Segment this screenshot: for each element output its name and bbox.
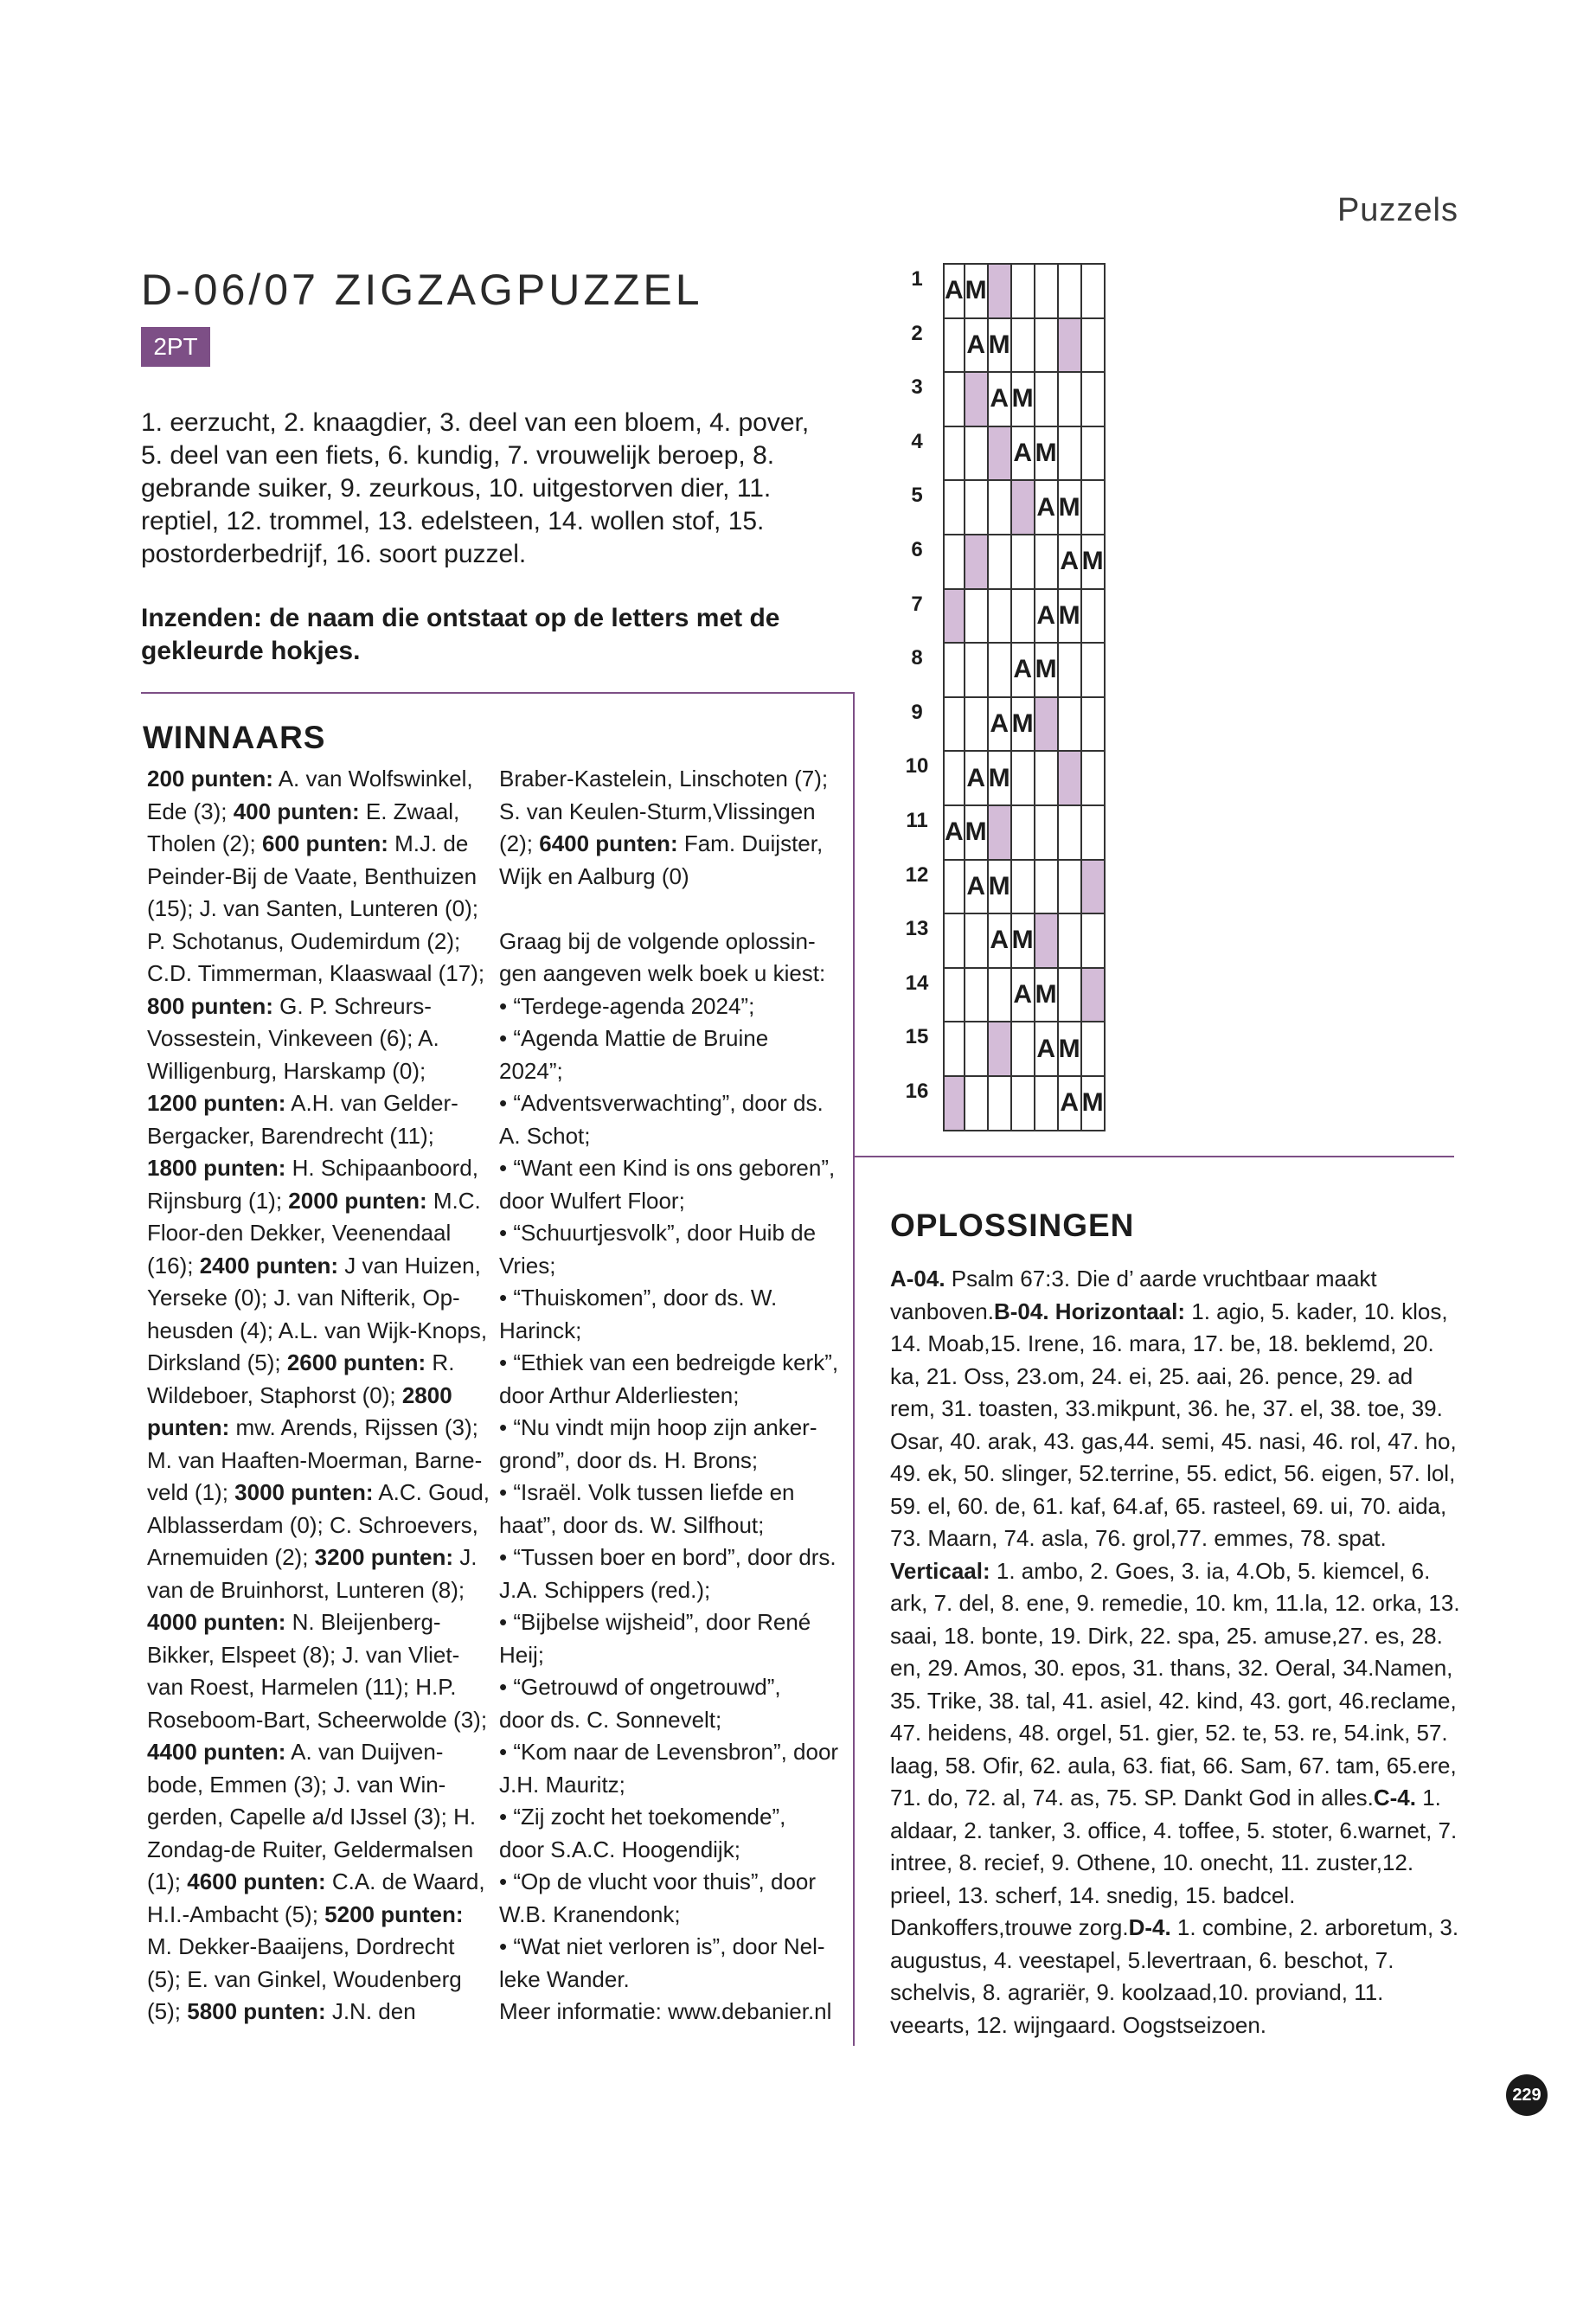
text-line: 27. es, 28. en, 29. Amos, 30. epos, 31. thans, 32. Oeral, 34.: [890, 1622, 1443, 1681]
grid-row: [944, 643, 1105, 697]
grid-cell[interactable]: [1058, 805, 1081, 860]
grid-cell[interactable]: M: [1058, 589, 1081, 644]
grid-cell[interactable]: [1011, 480, 1035, 535]
grid-cell[interactable]: A: [1011, 426, 1035, 481]
grid-cell[interactable]: [1011, 318, 1035, 373]
grid-cell[interactable]: [944, 480, 965, 535]
grid-cell[interactable]: [1058, 643, 1081, 697]
text-line: Harinck;: [499, 1317, 582, 1343]
text-line: Namen, 35. Trike, 38. tal, 41. asiel, 42. kind, 43. gort, 46.: [890, 1655, 1453, 1714]
grid-cell[interactable]: [988, 968, 1011, 1022]
text-line: 1800 punten: H. Schipaanboord,: [147, 1155, 478, 1181]
text-line: 44. semi, 45. nasi, 46. rol, 47. ho, 49. ek, 50. slinger, 52.: [890, 1427, 1457, 1486]
grid-cell[interactable]: [1058, 968, 1081, 1022]
grid-cell[interactable]: [1058, 860, 1081, 914]
text-line: punten: mw. Arends, Rijssen (3);: [147, 1414, 478, 1440]
grid-cell[interactable]: [944, 318, 965, 373]
text-line: S. van Keulen-Sturm,Vlissingen: [499, 798, 816, 824]
text-line: grond”, door ds. H. Brons;: [499, 1446, 759, 1473]
grid-cell[interactable]: [965, 643, 988, 697]
grid-cell[interactable]: M: [1058, 1022, 1081, 1076]
text-line: leke Wander.: [499, 1965, 630, 1992]
text-line: • “Kom naar de Levensbron”, door: [499, 1739, 839, 1765]
text-line: (2); 6400 punten: Fam. Duijster,: [499, 830, 824, 856]
grid-cell[interactable]: A: [1011, 968, 1035, 1022]
text-line: • “Op de vlucht voor thuis”, door: [499, 1868, 817, 1894]
text-line: J.H. Mauritz;: [499, 1771, 625, 1798]
grid-cell[interactable]: [1081, 1022, 1105, 1076]
grid-cell[interactable]: [1011, 589, 1035, 644]
grid-cell[interactable]: [944, 1022, 965, 1076]
text-line: • “Bijbelse wijsheid”, door René: [499, 1609, 811, 1635]
grid-cell[interactable]: [1011, 1022, 1035, 1076]
text-line: door Wulfert Floor;: [499, 1187, 685, 1214]
grid-cell[interactable]: A: [1035, 480, 1058, 535]
text-line: haat”, door ds. W. Silfhout;: [499, 1511, 765, 1538]
text-line: Rijnsburg (1); 2000 punten: M.C.: [147, 1187, 481, 1214]
grid-row: [944, 535, 1105, 589]
grid-cell[interactable]: [965, 480, 988, 535]
text-line: • “Zij zocht het toekomende”,: [499, 1804, 786, 1830]
text-line: 4400 punten: A. van Duijven-: [147, 1739, 444, 1765]
grid-row: [944, 318, 1105, 373]
grid-cell[interactable]: A: [965, 860, 988, 914]
grid-cell[interactable]: [965, 589, 988, 644]
grid-cell[interactable]: [1035, 1076, 1058, 1131]
text-line: om, 24. ei, 25. aai, 26. pence, 29. ad rem, 31. toasten, 33.: [890, 1362, 1413, 1421]
grid-cell[interactable]: [965, 913, 988, 968]
grid-cell[interactable]: M: [965, 264, 988, 318]
grid-cell[interactable]: [1081, 805, 1105, 860]
grid-cell[interactable]: [988, 535, 1011, 589]
text-line: • “Ethiek van een bedreigde kerk”,: [499, 1349, 839, 1375]
grid-cell[interactable]: A: [1011, 643, 1035, 697]
grid-cell[interactable]: A: [965, 318, 988, 373]
text-line: M. Dekker-Baaijens, Dordrecht: [147, 1933, 455, 1959]
text-line: Bikker, Elspeet (8); J. van Vliet-: [147, 1641, 460, 1668]
grid-row: [944, 805, 1105, 860]
text-line: Bergacker, Barendrecht (11);: [147, 1122, 434, 1149]
grid-row-number: 7: [911, 592, 923, 616]
grid-row-number: 16: [905, 1080, 929, 1103]
grid-cell[interactable]: M: [988, 318, 1011, 373]
grid-cell[interactable]: [1035, 535, 1058, 589]
text-line: trouwe zorg.: [1004, 1914, 1129, 1940]
grid-row: [944, 264, 1105, 318]
grid-cell[interactable]: [1058, 372, 1081, 426]
grid-cell[interactable]: M: [988, 751, 1011, 805]
text-line: van Roest, Harmelen (11); H.P.: [147, 1674, 457, 1700]
grid-cell[interactable]: [1058, 426, 1081, 481]
grid-row: [944, 968, 1105, 1022]
text-line: 800 punten: G. P. Schreurs-: [147, 992, 432, 1019]
grid-cell[interactable]: A: [1035, 1022, 1058, 1076]
text-line: Ede (3); 400 punten: E. Zwaal,: [147, 798, 460, 824]
text-line: door S.A.C. Hoogendijk;: [499, 1836, 740, 1862]
grid-cell[interactable]: [944, 860, 965, 914]
text-line: (15); J. van Santen, Lunteren (0);: [147, 895, 478, 921]
text-line: Meer informatie: www.debanier.nl: [499, 1998, 832, 2024]
grid-cell[interactable]: [1058, 697, 1081, 752]
grid-cell[interactable]: [944, 968, 965, 1022]
grid-cell[interactable]: [1058, 913, 1081, 968]
text-line: Peinder-Bij de Vaate, Benthuizen: [147, 862, 478, 889]
zigzag-grid-table: [943, 263, 1106, 1131]
text-line: B-04. Horizontaal: 1. agio, 5. kader, 10. klos, 14. Moab,: [890, 1298, 1448, 1356]
grid-row-number: 13: [905, 917, 929, 941]
text-line: Zondag-de Ruiter, Geldermalsen: [147, 1836, 474, 1862]
text-line: • “Nu vindt mijn hoop zijn anker-: [499, 1414, 817, 1440]
grid-cell[interactable]: M: [1035, 968, 1058, 1022]
text-line: mikpunt, 36. he, 37. el, 38. toe, 39. Osar, 40. arak, 43. gas,: [890, 1395, 1443, 1454]
text-line: D-4. 1. combine, 2. arboretum, 3. augustus, 4. veestapel, 5.: [890, 1914, 1459, 1973]
grid-cell[interactable]: M: [965, 805, 988, 860]
grid-cell[interactable]: [944, 372, 965, 426]
grid-row: [944, 913, 1105, 968]
text-line: Graag bij de volgende oplossin-: [499, 927, 816, 954]
grid-cell[interactable]: M: [1035, 643, 1058, 697]
grid-cell[interactable]: [1011, 535, 1035, 589]
grid-cell[interactable]: [944, 643, 965, 697]
grid-cell[interactable]: [944, 535, 965, 589]
grid-row: [944, 480, 1105, 535]
text-line: veld (1); 3000 punten: A.C. Goud,: [147, 1479, 490, 1505]
grid-cell[interactable]: [988, 643, 1011, 697]
grid-cell[interactable]: M: [1081, 535, 1105, 589]
puzzle-clues: 1. eerzucht, 2. knaagdier, 3. deel van een bloem, 4. pover, 5. deel van een fiets, 6. kundig, 7. vrouwelijk beroep, 8. gebrande suiker, 9. zeurkous, 10. uitgestorven dier, 11. reptiel, 12. trommel, 13. edelsteen, 14. wollen stof, 15. postorderbedrijf, 16. soort puzzel.: [141, 408, 810, 568]
text-line: • “Thuiskomen”, door ds. W.: [499, 1285, 778, 1311]
points-badge: 2PT: [141, 327, 210, 367]
grid-cell[interactable]: [1011, 805, 1035, 860]
grid-row: [944, 751, 1105, 805]
grid-row: [944, 1022, 1105, 1076]
text-line: 15. Irene, 16. mara, 17. be, 18. beklemd, 20. ka, 21. Oss, 23.: [890, 1330, 1434, 1389]
text-line: 77. emmes, 78. spat. Verticaal: 1. ambo, 2. Goes, 3. ia, 4.: [890, 1525, 1387, 1584]
grid-cell[interactable]: [1011, 264, 1035, 318]
text-line: Wijk en Aalburg (0): [499, 862, 689, 889]
text-line: Alblasserdam (0); C. Schroevers,: [147, 1511, 478, 1538]
solutions-text: [890, 1263, 1461, 2041]
grid-row-number: 4: [911, 429, 923, 453]
text-line: (5); 5800 punten: J.N. den: [147, 1998, 416, 2024]
grid-cell[interactable]: [1081, 913, 1105, 968]
grid-row-number: 8: [911, 646, 923, 670]
text-line: 12. prieel, 13. scherf, 14. snedig, 15. badcel. Dankoffers,: [890, 1849, 1414, 1940]
grid-cell[interactable]: [1081, 697, 1105, 752]
grid-cell[interactable]: [1081, 264, 1105, 318]
grid-cell[interactable]: M: [1058, 480, 1081, 535]
text-line: A-04. Psalm 67:3. Die d’ aarde vruchtbaar maakt van: [890, 1266, 1377, 1324]
grid-row-number: 10: [905, 754, 929, 779]
text-line: heusden (4); A.L. van Wijk-Knops,: [147, 1317, 488, 1343]
grid-cell[interactable]: M: [1081, 1076, 1105, 1131]
text-line: Ob, 5. kiemcel, 6. ark, 7. del, 8. ene, 9. remedie, 10. km, 11.: [890, 1557, 1431, 1616]
grid-cell[interactable]: [965, 372, 988, 426]
text-line: 200 punten: A. van Wolfswinkel,: [147, 766, 473, 792]
text-line: Tholen (2); 600 punten: M.J. de: [147, 830, 469, 856]
grid-row: [944, 1076, 1105, 1131]
grid-cell[interactable]: [1035, 860, 1058, 914]
grid-cell[interactable]: A: [988, 913, 1011, 968]
grid-cell[interactable]: [944, 589, 965, 644]
text-line: gerden, Capelle a/d IJssel (3); H.: [147, 1804, 477, 1830]
grid-cell[interactable]: A: [1058, 535, 1081, 589]
grid-cell[interactable]: [1035, 697, 1058, 752]
text-line: bode, Emmen (3); J. van Win-: [147, 1771, 446, 1798]
text-line: Dirksland (5); 2600 punten: R.: [147, 1349, 455, 1375]
grid-cell[interactable]: [944, 913, 965, 968]
text-line: Floor-den Dekker, Veenendaal: [147, 1220, 452, 1246]
section-label: Puzzels: [1336, 192, 1458, 228]
text-line: (1); 4600 punten: C.A. de Waard,: [147, 1868, 485, 1894]
text-line: (16); 2400 punten: J van Huizen,: [147, 1252, 481, 1279]
grid-row-number: 6: [911, 538, 923, 561]
divider: [853, 692, 855, 2046]
grid-cell[interactable]: [1035, 318, 1058, 373]
text-line: 10. proviand, 11. veearts, 12. wijngaard. Oogstseizoen.: [890, 1979, 1384, 2038]
grid-row-number: 12: [905, 862, 929, 887]
grid-cell[interactable]: [965, 697, 988, 752]
grid-cell[interactable]: [1011, 1076, 1035, 1131]
text-line: Vossestein, Vinkeveen (6); A.: [147, 1025, 439, 1051]
grid-cell[interactable]: [944, 697, 965, 752]
grid-cell[interactable]: [1081, 751, 1105, 805]
grid-row-number: 15: [905, 1025, 929, 1049]
grid-row: [944, 372, 1105, 426]
grid-cell[interactable]: [988, 480, 1011, 535]
grid-cell[interactable]: [1035, 264, 1058, 318]
text-line: Roseboom-Bart, Scheerwolde (3);: [147, 1706, 488, 1733]
grid-cell[interactable]: [965, 1076, 988, 1131]
text-line: Heij;: [499, 1641, 545, 1668]
text-line: Yerseke (0); J. van Nifterik, Op-: [147, 1285, 460, 1311]
text-line: la, 12. orka, 13. saai, 18. bonte, 19. Dirk, 22. spa, 25. amuse,: [890, 1590, 1460, 1649]
grid-cell[interactable]: [944, 751, 965, 805]
text-line: terrine, 55. edict, 56. eigen, 57. lol, 59. el, 60. de, 61. kaf, 64.: [890, 1460, 1456, 1519]
grid-cell[interactable]: [1081, 480, 1105, 535]
grid-row-number: 14: [905, 971, 929, 995]
text-line: Vries;: [499, 1252, 556, 1279]
grid-cell[interactable]: [965, 426, 988, 481]
grid-row-number: 3: [911, 375, 923, 400]
solutions-heading: OPLOSSINGEN: [890, 1208, 1135, 1243]
text-line: gen aangeven welk boek u kiest:: [499, 960, 826, 986]
grid-row-number: 11: [906, 809, 928, 832]
puzzle-instruction: Inzenden: de naam die ontstaat op de letters met de gekleurde hokjes.: [141, 604, 780, 665]
puzzle-title: D-06/07 ZIGZAGPUZZEL: [141, 266, 703, 314]
grid-cell[interactable]: [1011, 751, 1035, 805]
page-number: 229: [1506, 2074, 1548, 2116]
grid-cell[interactable]: [965, 535, 988, 589]
grid-cell[interactable]: [1058, 318, 1081, 373]
text-line: warnet, 7. intree, 8. recief, 9. Othene, 10. onecht, 11. zuster,: [890, 1817, 1458, 1875]
grid-cell[interactable]: A: [944, 264, 965, 318]
text-line: • “Agenda Mattie de Bruine: [499, 1025, 769, 1051]
text-line: P. Schotanus, Oudemirdum (2);: [147, 927, 461, 954]
grid-cell[interactable]: [1081, 968, 1105, 1022]
divider: [141, 692, 855, 694]
grid-cell[interactable]: M: [1011, 372, 1035, 426]
winners-heading: WINNAARS: [143, 720, 326, 755]
grid-cell[interactable]: [1081, 589, 1105, 644]
grid-row: [944, 589, 1105, 644]
grid-cell[interactable]: [988, 1022, 1011, 1076]
grid-cell[interactable]: [1058, 264, 1081, 318]
grid-cell[interactable]: [988, 426, 1011, 481]
text-line: C.D. Timmerman, Klaaswaal (17);: [147, 960, 485, 986]
grid-row: [944, 697, 1105, 752]
text-line: • “Schuurtjesvolk”, door Huib de: [499, 1220, 817, 1246]
text-line: • “Israël. Volk tussen liefde en: [499, 1479, 795, 1505]
grid-row-number: 9: [911, 700, 923, 724]
grid-cell[interactable]: M: [1011, 697, 1035, 752]
text-line: • “Getrouwd of ongetrouwd”,: [499, 1674, 781, 1700]
grid-row-number: 2: [911, 321, 923, 345]
winners-column-2: [499, 763, 845, 2029]
grid-cell[interactable]: [1035, 805, 1058, 860]
text-line: Wildeboer, Staphorst (0); 2800: [147, 1381, 452, 1408]
grid-cell[interactable]: [965, 1022, 988, 1076]
grid-cell[interactable]: A: [988, 697, 1011, 752]
grid-cell[interactable]: A: [988, 372, 1011, 426]
grid-cell[interactable]: [1081, 860, 1105, 914]
grid-cell[interactable]: [1081, 372, 1105, 426]
text-line: van de Bruinhorst, Lunteren (8);: [147, 1576, 465, 1603]
text-line: Willigenburg, Harskamp (0);: [147, 1057, 426, 1084]
text-line: ere, 71. do, 72. al, 74. as, 75. SP. Dankt God in alles.: [890, 1752, 1457, 1811]
text-line: • “Want een Kind is ons geboren”,: [499, 1155, 836, 1181]
text-line: boven.: [926, 1298, 994, 1324]
grid-cell[interactable]: [1058, 751, 1081, 805]
grid-cell[interactable]: [965, 968, 988, 1022]
text-line: M. van Haaften-Moerman, Barne-: [147, 1446, 483, 1473]
text-line: reclame, 47. heidens, 48. orgel, 51. gier, 52. te, 53. re, 54.: [890, 1687, 1457, 1746]
text-line: ink, 57. laag, 58. Ofir, 62. aula, 63. fiat, 66. Sam, 67. tam, 65.: [890, 1720, 1448, 1779]
text-line: door Arthur Alderliesten;: [499, 1381, 740, 1408]
text-line: Braber-Kastelein, Linschoten (7);: [499, 766, 829, 792]
grid-row: [944, 426, 1105, 481]
text-line: af, 65. rasteel, 69. ui, 70. aida, 73. Maarn, 74. asla, 76. grol,: [890, 1492, 1447, 1551]
text-line: 1200 punten: A.H. van Gelder-: [147, 1090, 458, 1116]
grid-cell[interactable]: A: [1035, 589, 1058, 644]
grid-cell[interactable]: [988, 589, 1011, 644]
grid-cell[interactable]: [1081, 426, 1105, 481]
grid-cell[interactable]: [1011, 860, 1035, 914]
text-line: door ds. C. Sonnevelt;: [499, 1706, 722, 1733]
text-line: • “Terdege-agenda 2024”;: [499, 992, 755, 1019]
winners-column-1: [147, 763, 493, 2029]
text-line: C-4. 1. aldaar, 2. tanker, 3. office, 4. toffee, 5. stoter, 6.: [890, 1785, 1441, 1843]
grid-cell[interactable]: [1035, 372, 1058, 426]
grid-cell[interactable]: [988, 805, 1011, 860]
text-line: W.B. Kranendonk;: [499, 1900, 681, 1927]
grid-cell[interactable]: A: [1058, 1076, 1081, 1131]
grid-cell[interactable]: [988, 264, 1011, 318]
text-line: 4000 punten: N. Bleijenberg-: [147, 1609, 441, 1635]
text-line: Arnemuiden (2); 3200 punten: J.: [147, 1544, 478, 1570]
grid-row-number: 5: [911, 484, 923, 508]
text-line: 2024”;: [499, 1057, 563, 1084]
text-line: • “Wat niet verloren is”, door Nel-: [499, 1933, 825, 1959]
grid-cell[interactable]: M: [1035, 426, 1058, 481]
text-line: levertraan, 6. beschot, 7. schelvis, 8. agrariër, 9. koolzaad,: [890, 1946, 1394, 2005]
text-line: J.A. Schippers (red.);: [499, 1576, 711, 1603]
text-line: • “Tussen boer en bord”, door drs.: [499, 1544, 836, 1570]
grid-cell[interactable]: [988, 1076, 1011, 1131]
grid-cell[interactable]: [1035, 913, 1058, 968]
divider: [855, 1156, 1454, 1157]
grid-cell[interactable]: [1081, 643, 1105, 697]
grid-cell[interactable]: [1081, 318, 1105, 373]
grid-cell[interactable]: A: [944, 805, 965, 860]
grid-row-number: 1: [911, 267, 923, 291]
text-line: • “Adventsverwachting”, door ds.: [499, 1090, 824, 1116]
grid-row: [944, 860, 1105, 914]
grid-cell[interactable]: [944, 426, 965, 481]
grid-cell[interactable]: [944, 1076, 965, 1131]
grid-cell[interactable]: M: [1011, 913, 1035, 968]
text-line: (5); E. van Ginkel, Woudenberg: [147, 1965, 462, 1992]
grid-cell[interactable]: A: [965, 751, 988, 805]
text-line: H.I.-Ambacht (5); 5200 punten:: [147, 1900, 464, 1927]
grid-cell[interactable]: [1035, 751, 1058, 805]
grid-cell[interactable]: M: [988, 860, 1011, 914]
text-line: A. Schot;: [499, 1122, 591, 1149]
